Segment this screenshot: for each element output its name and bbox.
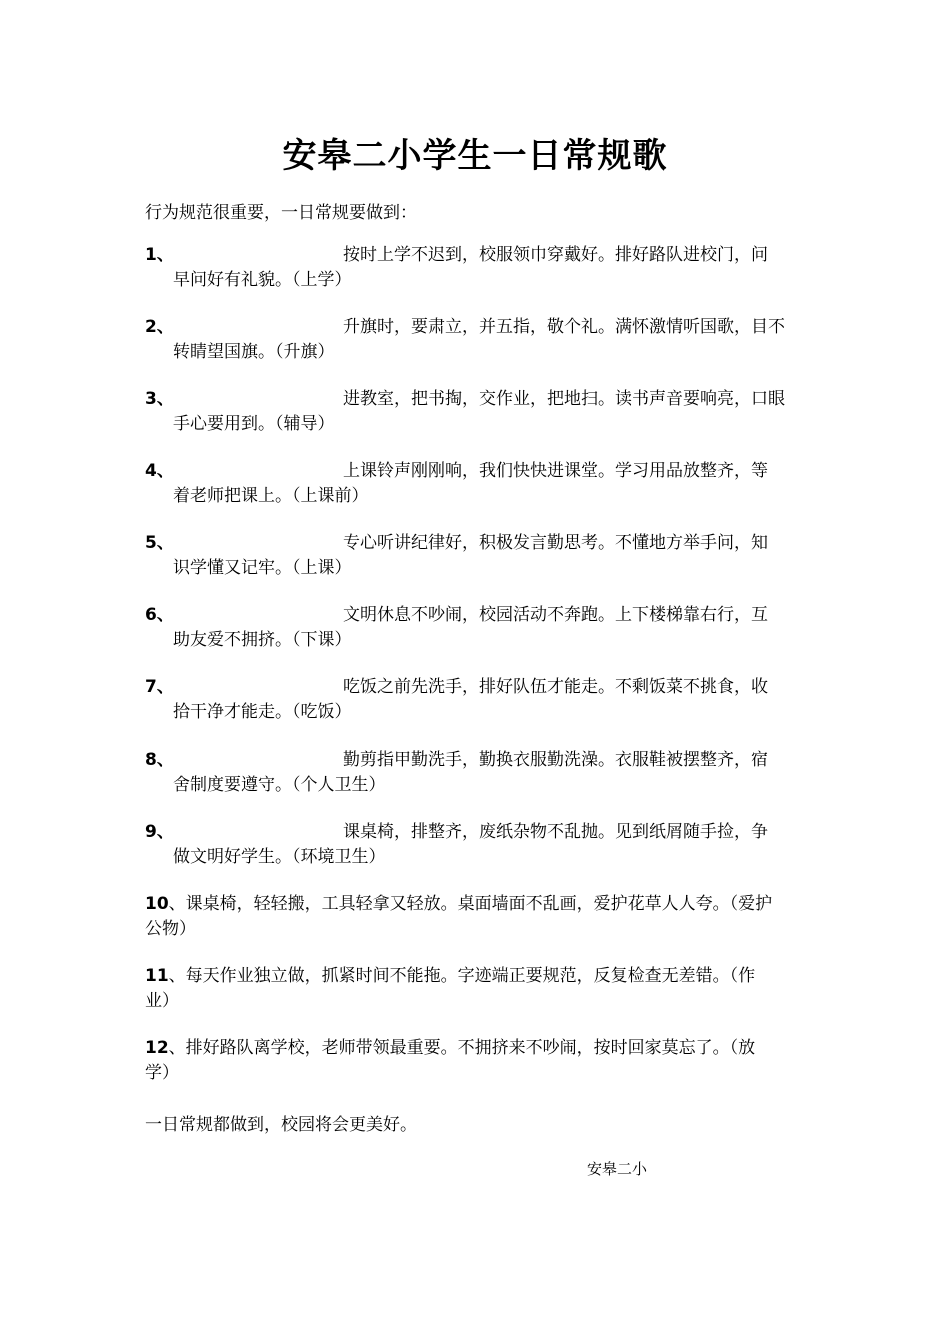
rule-text-continued: 拾干净才能走。（吃饭） [173,702,352,722]
rule-number: 2、 [145,317,174,337]
rule-item [145,603,807,653]
rule-item [145,243,807,293]
rule-item [145,675,807,725]
rule-item [145,1036,807,1086]
rule-text: 、每天作业独立做，抓紧时间不能拖。字迹端正要规范，反复检查无差错。（作 [168,966,756,986]
rule-line [145,675,807,700]
rule-number: 3、 [145,389,174,409]
rule-text: 文明休息不吵闹，校园活动不奔跑。上下楼梯靠右行，互 [343,605,768,625]
rule-line [145,315,807,340]
rule-text-continued: 着老师把课上。（上课前） [173,486,369,506]
rule-line [145,531,807,556]
rule-text-continued: 手心要用到。（辅导） [173,414,335,434]
rule-line [145,748,807,773]
rule-text: 按时上学不迟到，校服领巾穿戴好。排好路队进校门，问 [343,245,768,265]
rule-line [145,964,807,989]
rule-line [145,603,807,628]
rule-text: 、排好路队离学校，老师带领最重要。不拥挤来不吵闹，按时回家莫忘了。（放 [168,1038,756,1058]
rule-item [145,387,807,437]
rule-line [145,1036,807,1061]
rule-text: 课桌椅，排整齐，废纸杂物不乱抛。见到纸屑随手捡，争 [343,822,768,842]
rule-item [145,820,807,870]
rule-text: 升旗时，要肃立，并五指，敬个礼。满怀激情听国歌，目不 [343,317,785,337]
page-title: 安皋二小学生一日常规歌 [282,136,668,176]
closing-text: 一日常规都做到，校园将会更美好。 [145,1115,417,1135]
rule-number: 10 [145,894,169,914]
rule-text-continued: 助友爱不拥挤。（下课） [173,630,352,650]
rule-line [145,387,807,412]
signature: 安皋二小 [587,1160,648,1178]
rule-number: 4、 [145,461,174,481]
rule-text: 吃饭之前先洗手，排好队伍才能走。不剩饭菜不挑食，收 [343,677,768,697]
rule-item [145,748,807,798]
rule-item [145,964,807,1014]
rule-number: 7、 [145,677,174,697]
rule-text: 勤剪指甲勤洗手，勤换衣服勤洗澡。衣服鞋被摆整齐，宿 [343,750,768,770]
rule-item [145,459,807,509]
rule-text-continued: 舍制度要遵守。（个人卫生） [173,775,386,795]
rule-number: 1、 [145,245,174,265]
rule-number: 12 [145,1038,169,1058]
rule-text-continued: 做文明好学生。（环境卫生） [173,847,386,867]
rule-text-continued: 学） [145,1063,179,1083]
rule-line [145,459,807,484]
rule-text: 、课桌椅，轻轻搬，工具轻拿又轻放。桌面墙面不乱画，爱护花草人人夸。（爱护 [168,894,773,914]
rule-item [145,531,807,581]
rule-item [145,892,807,942]
rule-text: 专心听讲纪律好，积极发言勤思考。不懂地方举手问，知 [343,533,768,553]
rule-line [145,243,807,268]
rule-text-continued: 早问好有礼貌。（上学） [173,270,352,290]
rule-text-continued: 转睛望国旗。（升旗） [173,342,335,362]
rule-number: 8、 [145,750,174,770]
rule-line [145,892,807,917]
rule-item [145,315,807,365]
rule-text: 进教室，把书掏，交作业，把地扫。读书声音要响亮，口眼 [343,389,785,409]
rule-text-continued: 业） [145,991,179,1011]
rule-number: 6、 [145,605,174,625]
rule-text: 上课铃声刚刚响，我们快快进课堂。学习用品放整齐，等 [343,461,768,481]
rule-number: 9、 [145,822,174,842]
intro-text: 行为规范很重要，一日常规要做到： [145,203,417,223]
rule-number: 11 [145,966,169,986]
rule-number: 5、 [145,533,174,553]
rule-text-continued: 识学懂又记牢。（上课） [173,558,352,578]
rule-line [145,820,807,845]
rule-text-continued: 公物） [145,919,196,939]
